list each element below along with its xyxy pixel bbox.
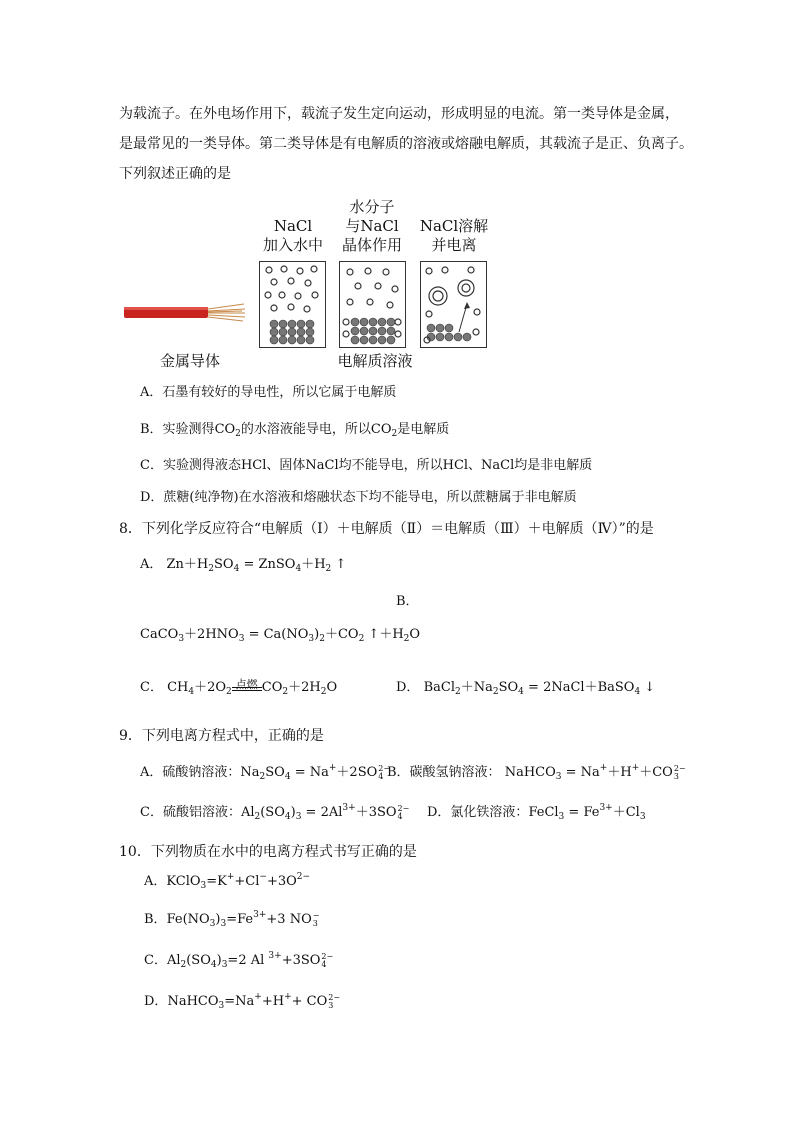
q9-stem: 9．下列电离方程式中，正确的是: [119, 728, 324, 744]
label-electrolyte-solution: 电解质溶液: [337, 352, 413, 370]
q8-stem: 8．下列化学反应符合“电解质（Ⅰ）＋电解质（Ⅱ）＝电解质（Ⅲ）＋电解质（Ⅳ）”的是: [119, 521, 654, 537]
q8-option-a: A． $Zn+H_2SO_4$ = $ZnSO_4+H_2$ ↑: [140, 557, 347, 574]
q10-stem: 10．下列物质在水中的电离方程式书写正确的是: [119, 844, 417, 860]
q8-option-c: C． $CH_4+2O_2$ 点燃 $CO_2+2H_2O$: [140, 678, 337, 698]
q10-option-a: A．$KClO_3=K^++Cl^-+3O^{2-}$: [144, 872, 311, 891]
q7-option-d: D．蔗糖(纯净物)在水溶液和熔融状态下均不能导电，所以蔗糖属于非电解质: [140, 490, 577, 505]
reaction-condition: 点燃: [235, 678, 258, 691]
q7-option-a: A．石墨有较好的导电性，所以它属于电解质: [140, 385, 397, 400]
q9-option-d: D．氯化铁溶液：FeCl$_3$ = $Fe^{3+}+Cl_3$: [427, 803, 646, 822]
intro-line-1: 为载流子。在外电场作用下，载流子发生定向运动，形成明显的电流。第一类导体是金属，: [119, 106, 679, 122]
q8-option-d: D． $BaCl_2+Na_2SO_4$ = 2NaCl＋BaSO$_4$ ↓: [396, 680, 656, 697]
intro-line-3: 下列叙述正确的是: [119, 166, 231, 182]
q9-option-a: A．硫酸钠溶液：$Na_2SO_4 = Na^++2SO$ 2− 4: [140, 763, 391, 782]
q8-option-b: $CaCO_3+2HNO_3 = Ca(NO_3)_2+CO_2$ $↑+H_2O$: [140, 627, 421, 644]
q10-option-b: B．$Fe(NO_3)_3=Fe^{3+}+3$ NO − 3: [144, 910, 320, 929]
q8-option-b-label: B．: [396, 594, 419, 609]
q7-option-b: B．实验测得$CO_2$的水溶液能导电，所以$CO_2$是电解质: [140, 422, 450, 439]
label-water-nacl: 水分子 与NaCl 晶体作用: [341, 198, 402, 254]
metal-wire-image: [122, 300, 247, 326]
beaker-2: [339, 261, 406, 348]
label-nacl-in-water: NaCl 加入水中: [262, 217, 323, 254]
q7-option-c: C．实验测得液态HCl、固体NaCl均不能导电，所以HCl、NaCl均是非电解质: [140, 458, 593, 473]
beaker-1: [259, 261, 326, 348]
q10-option-d: D．NaHCO$_3$=Na++H++ CO 2− 3: [144, 992, 341, 1011]
q9-option-c: C．硫酸铝溶液：$Al_2(SO_4)_3 = 2Al^{3+}+3SO$ 2− 4: [140, 803, 410, 822]
label-dissolve: NaCl溶解 并电离: [419, 217, 489, 254]
intro-line-2: 是最常见的一类导体。第二类导体是有电解质的溶液或熔融电解质，其载流子是正、负离子。: [119, 136, 693, 152]
label-metal-conductor: 金属导体: [159, 352, 220, 370]
beaker-3: [420, 261, 487, 348]
q10-option-c: C．$Al_2(SO_4)_3=2$ Al $^{3+}$+3SO 2− 4: [144, 951, 334, 970]
q9-option-b: B．碳酸氢钠溶液： NaHCO$_3$ = Na+＋H+＋CO 2− 3: [387, 763, 686, 782]
